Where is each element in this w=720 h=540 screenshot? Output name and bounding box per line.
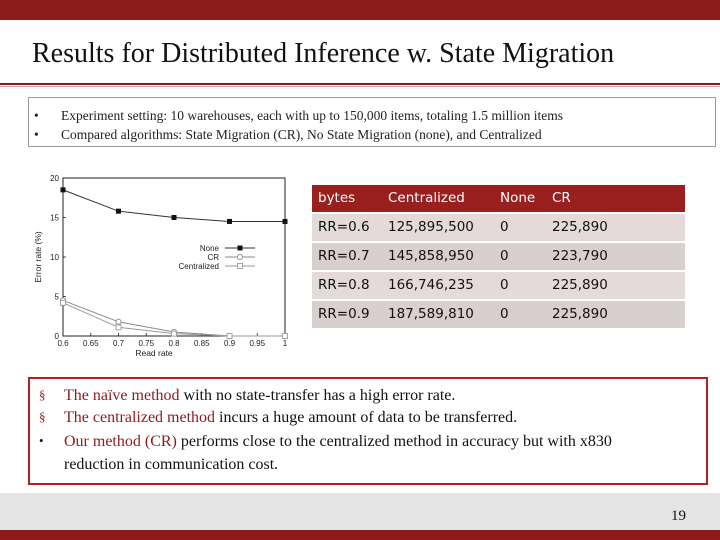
table-cell: RR=0.6 xyxy=(312,213,382,242)
x-tick-label: 0.6 xyxy=(57,339,69,348)
data-point-centralized xyxy=(227,334,232,339)
table-cell: RR=0.7 xyxy=(312,242,382,271)
page-number: 19 xyxy=(671,508,686,524)
y-axis-label: Error rate (%) xyxy=(33,231,43,283)
data-point-none xyxy=(283,219,288,224)
legend-marker xyxy=(237,254,242,259)
data-point-centralized xyxy=(116,325,121,330)
table-cell: RR=0.8 xyxy=(312,271,382,300)
dot-bullet: • xyxy=(39,433,44,448)
column-header: Centralized xyxy=(382,185,494,213)
table-cell: 0 xyxy=(494,213,546,242)
legend-label: None xyxy=(199,244,219,253)
table-cell: 225,890 xyxy=(546,213,685,242)
table-row xyxy=(312,300,685,329)
x-tick-label: 0.9 xyxy=(223,339,236,348)
y-tick-label: 0 xyxy=(54,332,59,341)
table-row xyxy=(312,213,685,242)
table-cell: 0 xyxy=(494,271,546,300)
table-header-row xyxy=(312,185,685,213)
table-cell: 187,589,810 xyxy=(382,300,494,329)
column-header: bytes xyxy=(312,185,382,213)
table-cell: 0 xyxy=(494,300,546,329)
data-point-none xyxy=(172,215,177,220)
data-point-cr xyxy=(116,319,121,324)
table-row xyxy=(312,271,685,300)
x-tick-label: 0.7 xyxy=(112,339,125,348)
y-tick-label: 5 xyxy=(54,292,59,302)
table-cell: 0 xyxy=(494,242,546,271)
table-cell: 166,746,235 xyxy=(382,271,494,300)
table-cell: 225,890 xyxy=(546,271,685,300)
result-highlight: The naïve method xyxy=(64,387,180,404)
x-tick-label: 0.65 xyxy=(82,339,99,348)
setting-item-text: Experiment setting: 10 warehouses, each with up to 150,000 items, totaling 1.5 million items xyxy=(61,108,564,123)
table-cell: 145,858,950 xyxy=(382,242,494,271)
data-point-centralized xyxy=(283,334,288,339)
error-rate-chart xyxy=(30,170,292,360)
results-summary-box xyxy=(28,377,708,485)
result-highlight: The centralized method xyxy=(64,409,216,426)
table-cell: 223,790 xyxy=(546,242,685,271)
communication-cost-table xyxy=(312,185,685,330)
table-cell: RR=0.9 xyxy=(312,300,382,329)
bullet: • xyxy=(34,108,39,123)
column-header: CR xyxy=(546,185,685,213)
slide-title: Results for Distributed Inference w. State Migration xyxy=(32,38,615,69)
result-text: with no state-transfer has a high error rate. xyxy=(179,387,456,404)
square-bullet: § xyxy=(39,387,46,402)
experiment-setting-box xyxy=(28,97,716,147)
x-tick-label: 0.8 xyxy=(168,339,180,348)
footer-accent-bar xyxy=(0,530,720,540)
x-tick-label: 0.95 xyxy=(249,339,266,348)
y-tick-label: 10 xyxy=(50,253,59,262)
column-header: None xyxy=(494,185,546,213)
x-tick-label: 0.85 xyxy=(193,339,210,348)
title-divider xyxy=(0,83,720,85)
bullet: • xyxy=(34,127,39,142)
x-axis-label: Read rate xyxy=(135,348,173,358)
legend-marker xyxy=(238,264,243,269)
result-highlight: Our method (CR) xyxy=(64,433,177,450)
data-point-none xyxy=(116,209,121,214)
table-cell: 125,895,500 xyxy=(382,213,494,242)
y-tick-label: 20 xyxy=(50,174,59,183)
title-divider-light xyxy=(0,86,720,87)
data-point-centralized xyxy=(61,300,66,305)
table-cell: 225,890 xyxy=(546,300,685,329)
legend-marker xyxy=(238,246,243,251)
legend-label: Centralized xyxy=(178,262,219,271)
legend-label: CR xyxy=(207,253,219,262)
result-text: incurs a huge amount of data to be transferred. xyxy=(215,409,518,426)
data-point-none xyxy=(61,187,66,192)
table-row xyxy=(312,242,685,271)
data-point-centralized xyxy=(172,331,177,336)
result-text: reduction in communication cost. xyxy=(64,456,279,473)
result-text: performs close to the centralized method in accuracy but with x830 xyxy=(176,433,612,450)
top-accent-bar xyxy=(0,0,720,20)
data-point-none xyxy=(227,219,232,224)
setting-item-text: Compared algorithms: State Migration (CR), No State Migration (none), and Centralized xyxy=(61,127,542,142)
x-tick-label: 1 xyxy=(282,339,288,348)
x-tick-label: 0.75 xyxy=(138,339,155,348)
square-bullet: § xyxy=(39,409,46,424)
y-tick-label: 15 xyxy=(50,213,59,223)
